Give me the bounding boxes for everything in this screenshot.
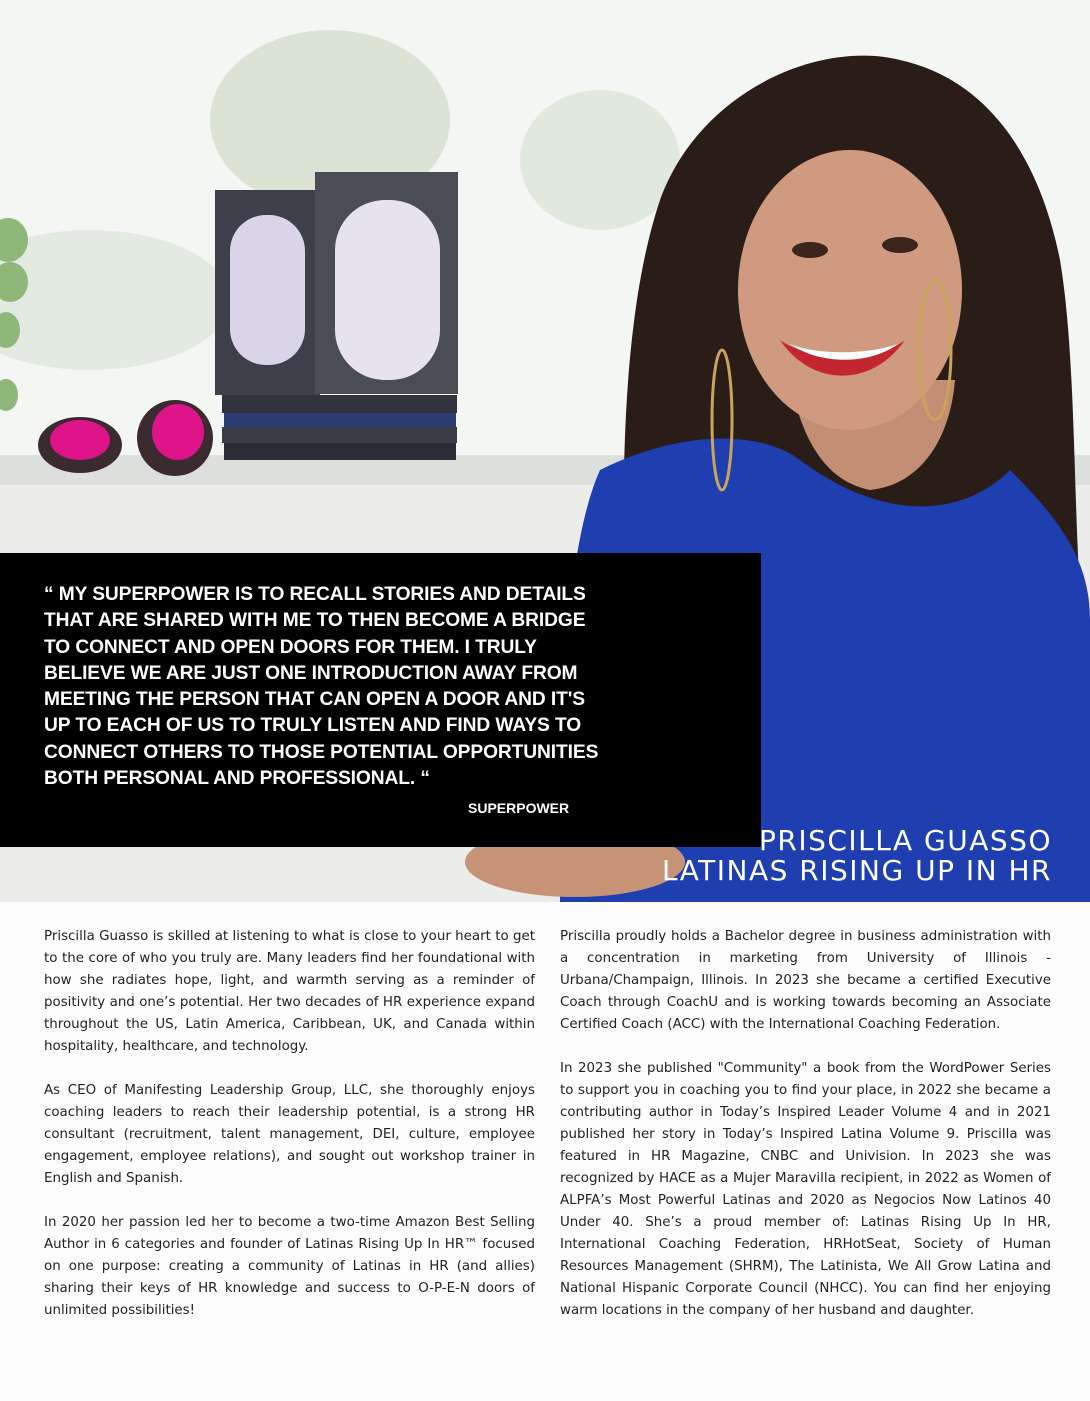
organization-name: LATINAS RISING UP IN HR — [661, 854, 1052, 887]
bio-paragraph: In 2023 she published "Community" a book from the WordPower Series to support you in coaching you to find your place, in 2022 she became a contributing author in Today’s Inspired Leader Volume 4 and in 2021 published her story in Today’s Inspired Latina Volume 9. Priscilla was featured in HR Magazine, CNBC and Univision. In 2023 she was recognized by HACE as a Mujer Maravilla recipient, in 2022 as Women of ALPFA’s Most Powerful Latinas and 2020 as Negocios Now Latinos 40 Under 40. She’s a proud member of: Latinas Rising Up In HR, International Coaching Federation, HRHotSeat, Society of Human Resources Management (SHRM), The Latinista, We All Grow Latina and National Hispanic Corporate Council (NHCC). You can find her enjoying warm locations in the company of her husband and daughter. — [560, 1061, 1051, 1318]
quote-text: “ MY SUPERPOWER IS TO RECALL STORIES AND DETAILS THAT ARE SHARED WITH ME TO THEN BECOME A BRIDGE TO CONNECT AND OPEN DOORS FOR THEM. I TRULY BELIEVE WE ARE JUST ONE INTRODUCTION AWAY FROM MEETING THE PERSON THAT CAN OPEN A DOOR AND IT'S UP TO EACH OF US TO TRULY LISTEN AND FIND WAYS TO CONNECT OTHERS TO THOSE POTENTIAL OPPORTUNITIES BOTH PERSONAL AND PROFESSIONAL. “ — [44, 584, 599, 790]
bio-column-right — [560, 926, 1051, 1344]
person-name: PRISCILLA GUASSO — [758, 824, 1052, 857]
quote-attribution: SUPERPOWER — [468, 800, 570, 816]
bio-paragraph: As CEO of Manifesting Leadership Group, LLC, she thoroughly enjoys coaching leaders to reach their leadership potential, is a strong HR consultant (recruitment, talent management, DEI, culture, employee engagement, employee relations), and sought out workshop trainer in English and Spanish. — [44, 1083, 535, 1186]
bio-paragraph: Priscilla proudly holds a Bachelor degree in business administration with a concentration in marketing from University of Illinois - Urbana/Champaign, Illinois. In 2023 she became a certified Executive Coach through CoachU and is working towards becoming an Associate Certified Coach (ACC) with the International Coaching Federation. — [560, 929, 1051, 1032]
books — [215, 172, 458, 460]
bio-column-left — [44, 926, 535, 1344]
bio-paragraph: Priscilla Guasso is skilled at listening to what is close to your heart to get to the core of who you truly are. Many leaders find her foundational with how she radiates hope, light, and warmth serving as a reminder of positivity and one’s potential. Her two decades of HR experience expand throughout the US, Latin America, Caribbean, UK, and Canada within hospitality, healthcare, and technology. — [44, 929, 535, 1054]
bio-paragraph: In 2020 her passion led her to become a two-time Amazon Best Selling Author in 6 categories and founder of Latinas Rising Up In HR™ focused on one purpose: creating a community of Latinas in HR (and allies) sharing their keys of HR knowledge and success to O-P-E-N doors of unlimited possibilities! — [44, 1215, 535, 1318]
